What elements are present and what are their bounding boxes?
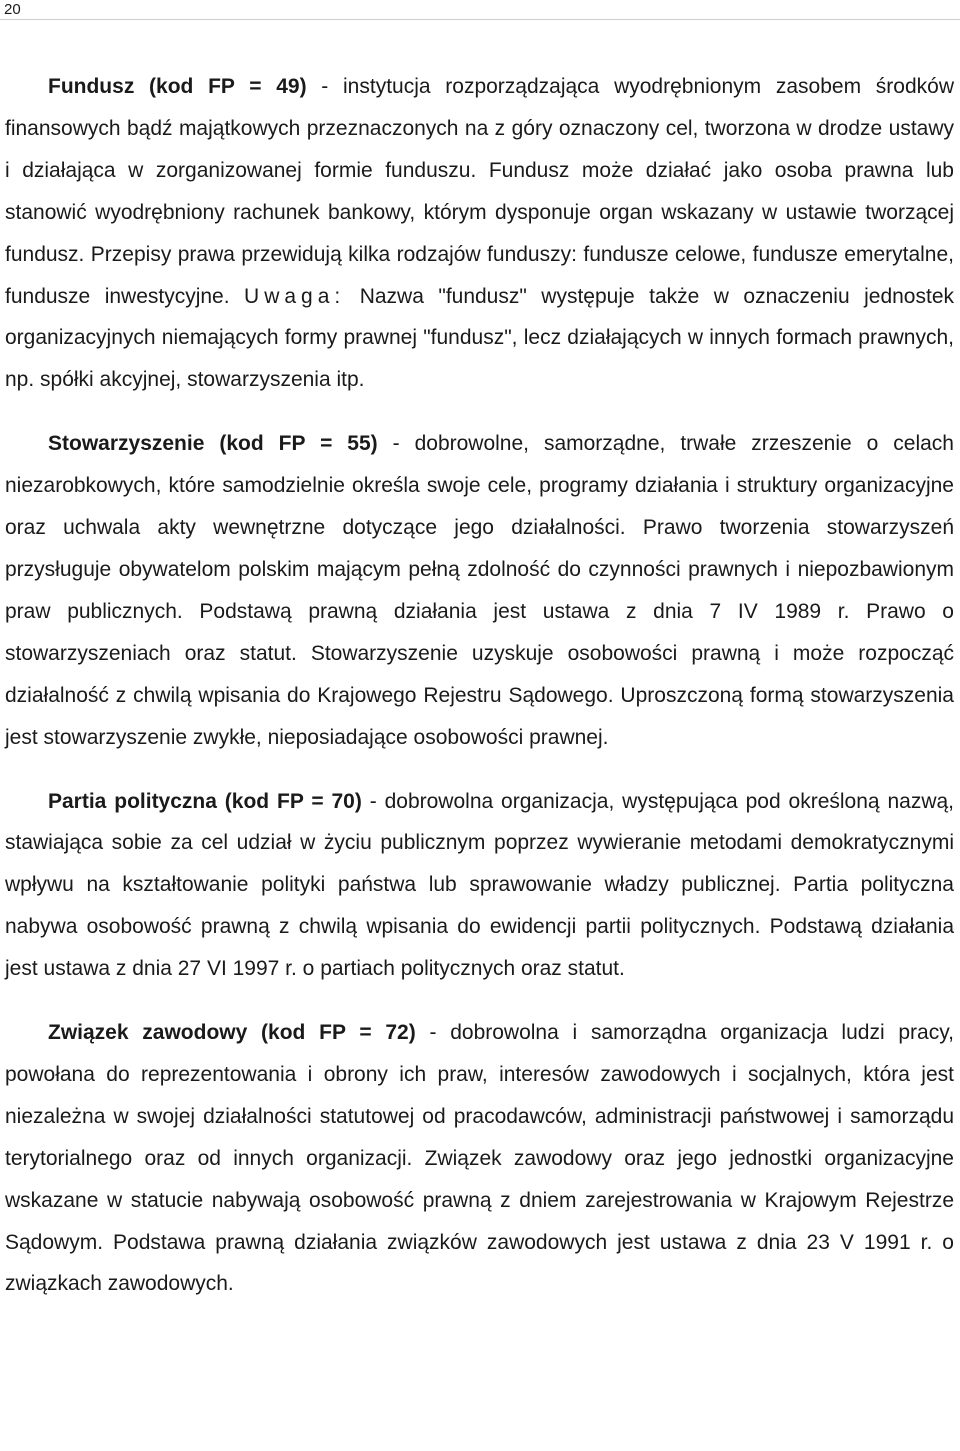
term-stowarzyszenie: Stowarzyszenie (kod FP = 55): [48, 432, 378, 456]
note-fundusz: Nazwa "fundusz" występuje także w oznaczeniu jednostek organizacyjnych niemających formy prawnej "fundusz", lecz działających w innych formach prawnych, np. spółki akcyjnej, stowarzyszenia itp.: [5, 284, 954, 392]
page-number: 20: [4, 1, 21, 18]
definition-fundusz: - instytucja rozporządzająca wyodrębnionym zasobem środków finansowych bądź majątkowych przeznaczonych na z góry oznaczony cel, tworzona w drodze ustawy i działająca w zorganizowanej formie funduszu. Fundusz może działać jako osoba prawna lub stanowić wyodrębniony rachunek bankowy, którym dysponuje organ wskazany w ustawie tworzącej fundusz. Przepisy prawa przewidują kilka rodzajów funduszy: fundusze celowe, fundusze emerytalne, fundusze inwestycyjne.: [5, 75, 954, 308]
term-partia-polityczna: Partia polityczna (kod FP = 70): [48, 789, 362, 813]
document-body: [5, 66, 954, 1305]
header-divider: [0, 19, 960, 20]
paragraph-zwiazek-zawodowy: [5, 1012, 954, 1305]
paragraph-fundusz: [5, 66, 954, 401]
paragraph-partia-polityczna: [5, 781, 954, 991]
definition-zwiazek-zawodowy: - dobrowolna i samorządna organizacja ludzi pracy, powołana do reprezentowania i obrony ich praw, interesów zawodowych i socjalnych, która jest niezależna w swojej działalności statutowej od pracodawców, administracji państwowej i samorządu terytorialnego oraz od innych organizacji. Związek zawodowy oraz jego jednostki organizacyjne wskazane w statucie nabywają osobowość prawną z dniem zarejestrowania w Krajowym Rejestrze Sądowym. Podstawa prawną działania związków zawodowych jest ustawa z dnia 23 V 1991 r. o związkach zawodowych.: [5, 1021, 955, 1296]
term-fundusz: Fundusz (kod FP = 49): [48, 75, 307, 98]
definition-partia-polityczna: - dobrowolna organizacja, występująca pod określoną nazwą, stawiająca sobie za cel udział w życiu publicznym poprzez wywieranie metodami demokratycznymi wpływu na kształtowanie polityki państwa lub sprawowanie władzy publicznej. Partia polityczna nabywa osobowość prawną z chwilą wpisania do ewidencji partii politycznych. Podstawą działania jest ustawa z dnia 27 VI 1997 r. o partiach politycznych oraz statut.: [5, 789, 954, 981]
term-zwiazek-zawodowy: Związek zawodowy (kod FP = 72): [48, 1021, 416, 1045]
definition-stowarzyszenie: - dobrowolne, samorządne, trwałe zrzeszenie o celach niezarobkowych, które samodzielnie określa swoje cele, programy działania i struktury organizacyjne oraz uchwala akty wewnętrzne dotyczące jego działalności. Prawo tworzenia stowarzyszeń przysługuje obywatelom polskim mającym pełną zdolność do czynności prawnych i niepozbawionym praw publicznych. Podstawą prawną działania jest ustawa z dnia 7 IV 1989 r. Prawo o stowarzyszeniach oraz statut. Stowarzyszenie uzyskuje osobowości prawną i może rozpocząć działalność z chwilą wpisania do Krajowego Rejestru Sądowego. Uproszczoną formą stowarzyszenia jest stowarzyszenie zwykłe, nieposiadające osobowości prawnej.: [5, 432, 954, 749]
paragraph-stowarzyszenie: [5, 423, 954, 758]
note-label: Uwaga:: [244, 284, 346, 308]
